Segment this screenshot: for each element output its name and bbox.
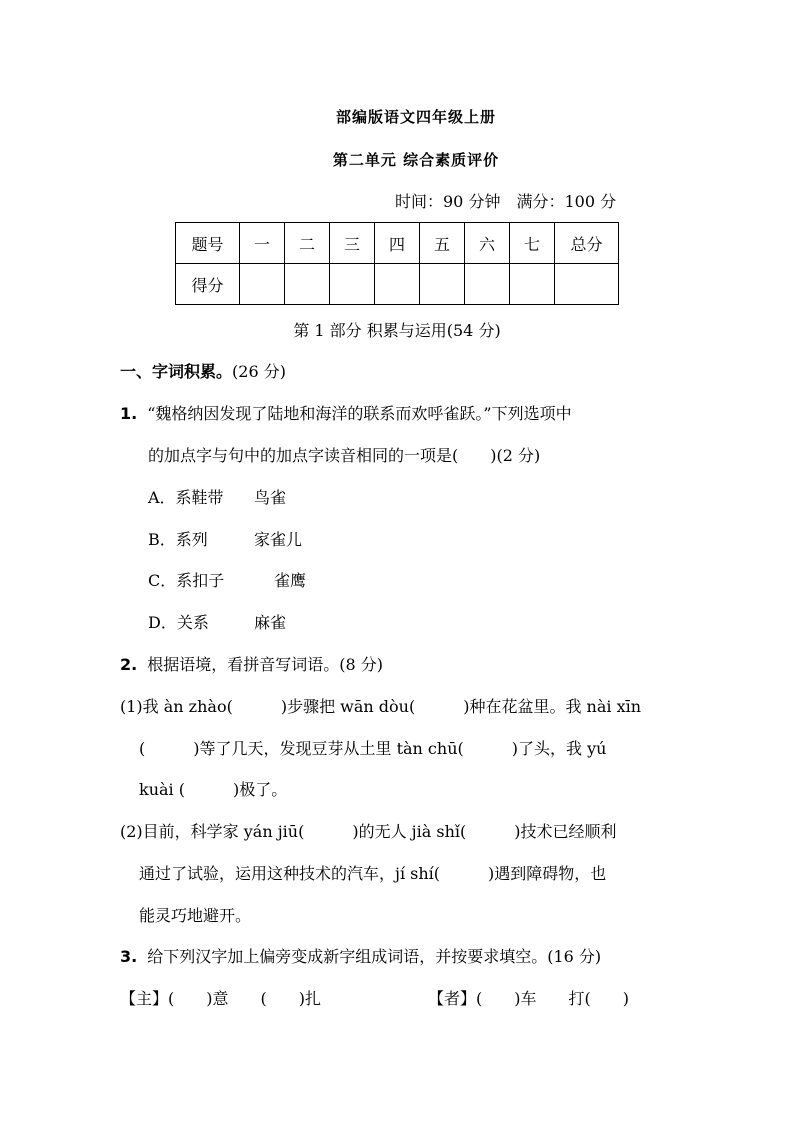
question-3 — [120, 944, 601, 967]
score-entry-cell[interactable] — [510, 264, 555, 305]
score-table-score-row — [176, 264, 619, 305]
score-entry-cell[interactable] — [375, 264, 420, 305]
score-table-cell: 一 — [240, 223, 285, 264]
section-title — [120, 359, 286, 382]
option-word: 鸟雀 — [254, 488, 287, 507]
question-text: 根据语境，看拼音写词语。(8 分) — [147, 655, 383, 674]
score-table-cell: 总分 — [555, 223, 619, 264]
question-number: 1. — [120, 404, 138, 423]
option-label: C．系扣子 — [148, 571, 225, 590]
unit-title: 第二单元 综合素质评价 — [332, 151, 500, 169]
book-title: 部编版语文四年级上册 — [335, 108, 496, 126]
part-title: 第 1 部分 积累与运用(54 分) — [293, 321, 501, 340]
score-entry-cell[interactable] — [330, 264, 375, 305]
option-label: B．系列 — [148, 530, 208, 549]
section-points: (26 分) — [232, 362, 286, 381]
passage-line: kuài ( )极了。 — [139, 780, 288, 799]
passage-line: 通过了试验，运用这种技术的汽车，jí shí( )遇到障碍物，也 — [139, 864, 607, 883]
score-entry-cell[interactable] — [240, 264, 285, 305]
option-word: 麻雀 — [254, 613, 287, 632]
score-table-header-row — [176, 223, 619, 264]
option-b[interactable] — [148, 527, 302, 550]
score-table-cell: 七 — [510, 223, 555, 264]
score-table-cell: 四 — [375, 223, 420, 264]
question-number: 3. — [120, 947, 138, 966]
time-limit: 时间：90 分钟 — [395, 192, 501, 211]
full-score: 满分：100 分 — [516, 192, 617, 211]
option-word: 雀鹰 — [274, 571, 307, 590]
score-entry-cell[interactable] — [285, 264, 330, 305]
question-text: “魏格纳因发现了陆地和海洋的联系而欢呼雀跃。”下列选项中 — [147, 404, 572, 423]
score-table — [175, 222, 619, 305]
section-title-text: 一、字词积累。 — [120, 362, 233, 381]
score-entry-cell[interactable] — [465, 264, 510, 305]
score-entry-cell[interactable] — [420, 264, 465, 305]
option-label: D．关系 — [148, 613, 209, 632]
score-table-cell: 三 — [330, 223, 375, 264]
passage-line: (1)我 àn zhào( )步骤把 wān dòu( )种在花盆里。我 nài xīn — [120, 697, 642, 716]
question-number: 2. — [120, 655, 138, 674]
score-entry-cell[interactable] — [555, 264, 619, 305]
option-label: A．系鞋带 — [148, 488, 224, 507]
radical-group-zhe: 【者】( )车 打( ) — [428, 989, 629, 1008]
score-table-cell: 六 — [465, 223, 510, 264]
question-1 — [120, 401, 572, 424]
score-table-cell: 五 — [420, 223, 465, 264]
option-d[interactable] — [148, 610, 286, 633]
score-table-cell: 得分 — [176, 264, 240, 305]
question-text-line: 的加点字与句中的加点字读音相同的一项是( )(2 分) — [148, 446, 541, 465]
question-2 — [120, 652, 383, 675]
option-a[interactable] — [148, 485, 286, 508]
option-c[interactable] — [148, 568, 306, 591]
score-table-cell: 题号 — [176, 223, 240, 264]
passage-line: (2)目前，科学家 yán jiū( )的无人 jià shǐ( )技术已经顺利 — [120, 822, 617, 841]
question-text: 给下列汉字加上偏旁变成新字组成词语，并按要求填空。(16 分) — [147, 947, 602, 966]
exam-meta — [395, 189, 632, 212]
option-word: 家雀儿 — [254, 530, 303, 549]
radical-group-zhu: 【主】( )意 ( )扎 — [120, 989, 321, 1008]
score-table-cell: 二 — [285, 223, 330, 264]
passage-line: ( )等了几天，发现豆芽从土里 tàn chū( )了头，我 yú — [139, 739, 607, 758]
passage-line: 能灵巧地避开。 — [139, 906, 252, 925]
